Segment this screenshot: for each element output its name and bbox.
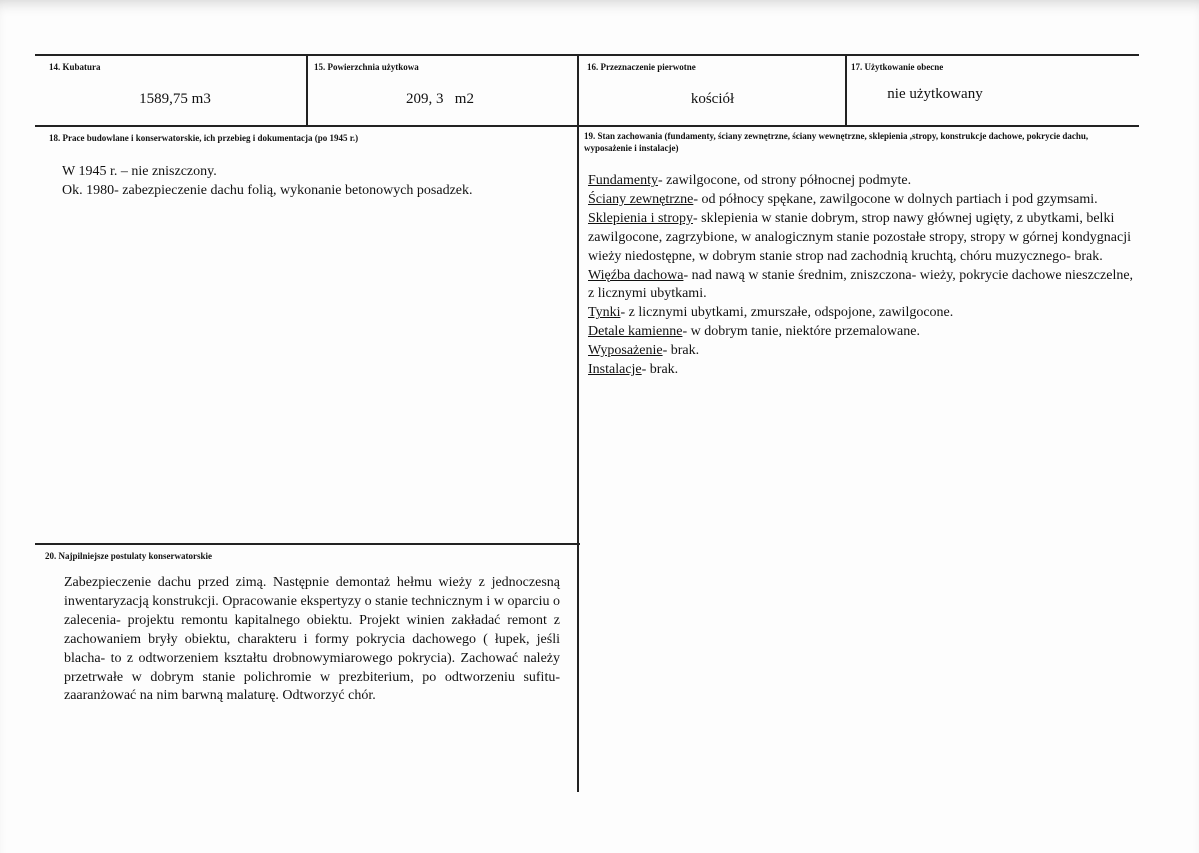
stan-desc: - brak. bbox=[641, 362, 679, 378]
stan-item bbox=[588, 361, 1137, 380]
stan-zachowania-text bbox=[588, 172, 1137, 380]
prace-line-1: W 1945 r. – nie zniszczony. bbox=[62, 164, 217, 179]
stan-item bbox=[588, 304, 1137, 323]
stan-desc: - sklepienia w stanie dobrym, strop nawy głównej ugięty, z ubytkami, belki zawilgocone, zagrzybione, w analogicznym stanie pozostałe stropy, stropy w górnej kondygnacji wieży niedostępne, w dobrym stanie strop nad zachodnią kruchtą, chóru muzycznego- brak. bbox=[588, 210, 1131, 264]
col-divider-main bbox=[577, 54, 579, 792]
row1-bottom-rule bbox=[35, 125, 1139, 127]
table-top-rule bbox=[35, 54, 1139, 56]
stan-item bbox=[588, 267, 1137, 305]
stan-term: Tynki bbox=[588, 305, 621, 321]
stan-item bbox=[588, 172, 1137, 191]
section20-top-rule bbox=[35, 543, 580, 545]
stan-term: Sklepienia i stropy bbox=[588, 210, 693, 226]
stan-term: Ściany zewnętrzne bbox=[588, 191, 694, 207]
stan-desc: - zawilgocone, od strony północnej podmyte. bbox=[658, 173, 912, 188]
stan-desc: - z licznymi ubytkami, zmurszałe, odspojone, zawilgocone. bbox=[620, 305, 954, 321]
col-divider-17 bbox=[845, 54, 847, 126]
stan-zachowania-label: 19. Stan zachowania (fundamenty, ściany zewnętrzne, ściany wewnętrzne, sklepienia ,stropy, konstrukcje dachowe, pokrycie dachu, wyposażenie i instalacje) bbox=[584, 131, 1089, 153]
stan-desc: - nad nawą w stanie średnim, zniszczona- wieży, pokrycie dachowe nieszczelne, z licznymi ubytkami. bbox=[588, 267, 1134, 302]
stan-item bbox=[588, 323, 1137, 342]
stan-term: Detale kamienne bbox=[588, 324, 683, 340]
uzytkowanie-value: nie użytkowany bbox=[887, 86, 983, 102]
col-divider-15 bbox=[306, 54, 308, 126]
prace-text bbox=[62, 163, 562, 201]
stan-item bbox=[588, 210, 1137, 267]
kubatura-label: 14. Kubatura bbox=[49, 62, 101, 72]
stan-term: Instalacje bbox=[588, 362, 642, 378]
stan-term: Wyposażenie bbox=[588, 343, 663, 359]
powierzchnia-label: 15. Powierzchnia użytkowa bbox=[314, 62, 419, 72]
stan-desc: - od północy spękane, zawilgocone w dolnych partiach i pod gzymsami. bbox=[693, 191, 1098, 207]
powierzchnia-value: 209, 3 m2 bbox=[406, 91, 474, 107]
stan-item bbox=[588, 342, 1137, 361]
prace-label: 18. Prace budowlane i konserwatorskie, ich przebieg i dokumentacja (po 1945 r.) bbox=[49, 133, 359, 143]
stan-desc: - brak. bbox=[662, 343, 700, 359]
kubatura-value: 1589,75 m3 bbox=[139, 91, 211, 107]
uzytkowanie-label: 17. Użytkowanie obecne bbox=[851, 62, 944, 72]
przeznaczenie-value: kościół bbox=[690, 91, 735, 107]
przeznaczenie-label: 16. Przeznaczenie pierwotne bbox=[587, 62, 696, 72]
postulaty-label: 20. Najpilniejsze postulaty konserwatorskie bbox=[45, 551, 212, 561]
stan-item bbox=[588, 191, 1137, 210]
stan-desc: - w dobrym tanie, niektóre przemalowane. bbox=[682, 324, 920, 340]
postulaty-text: Zabezpieczenie dachu przed zimą. Następnie demontaż hełmu wieży z jednoczesną inwentaryzacją konstrukcji. Opracowanie ekspertyzy o stanie technicznym i w oparciu o zalecenia- projektu remontu kapitalnego obiektu. Projekt winien zakładać remont z zachowaniem bryły obiektu, charakteru i formy pokrycia dachowego ( łupek, jeśli blacha- to z odtworzeniem kształtu drobnowymiarowego pokrycia). Zachować należy przetrwałe w dobrym stanie polichromie w prezbiterium, po odtworzeniu sufitu- zaaranżować na nim barwną malaturę. Odtworzyć chór. bbox=[64, 575, 560, 704]
stan-term: Fundamenty bbox=[588, 173, 658, 188]
prace-line-2: Ok. 1980- zabezpieczenie dachu folią, wykonanie betonowych posadzek. bbox=[62, 182, 473, 198]
stan-term: Więźba dachowa bbox=[588, 267, 684, 283]
